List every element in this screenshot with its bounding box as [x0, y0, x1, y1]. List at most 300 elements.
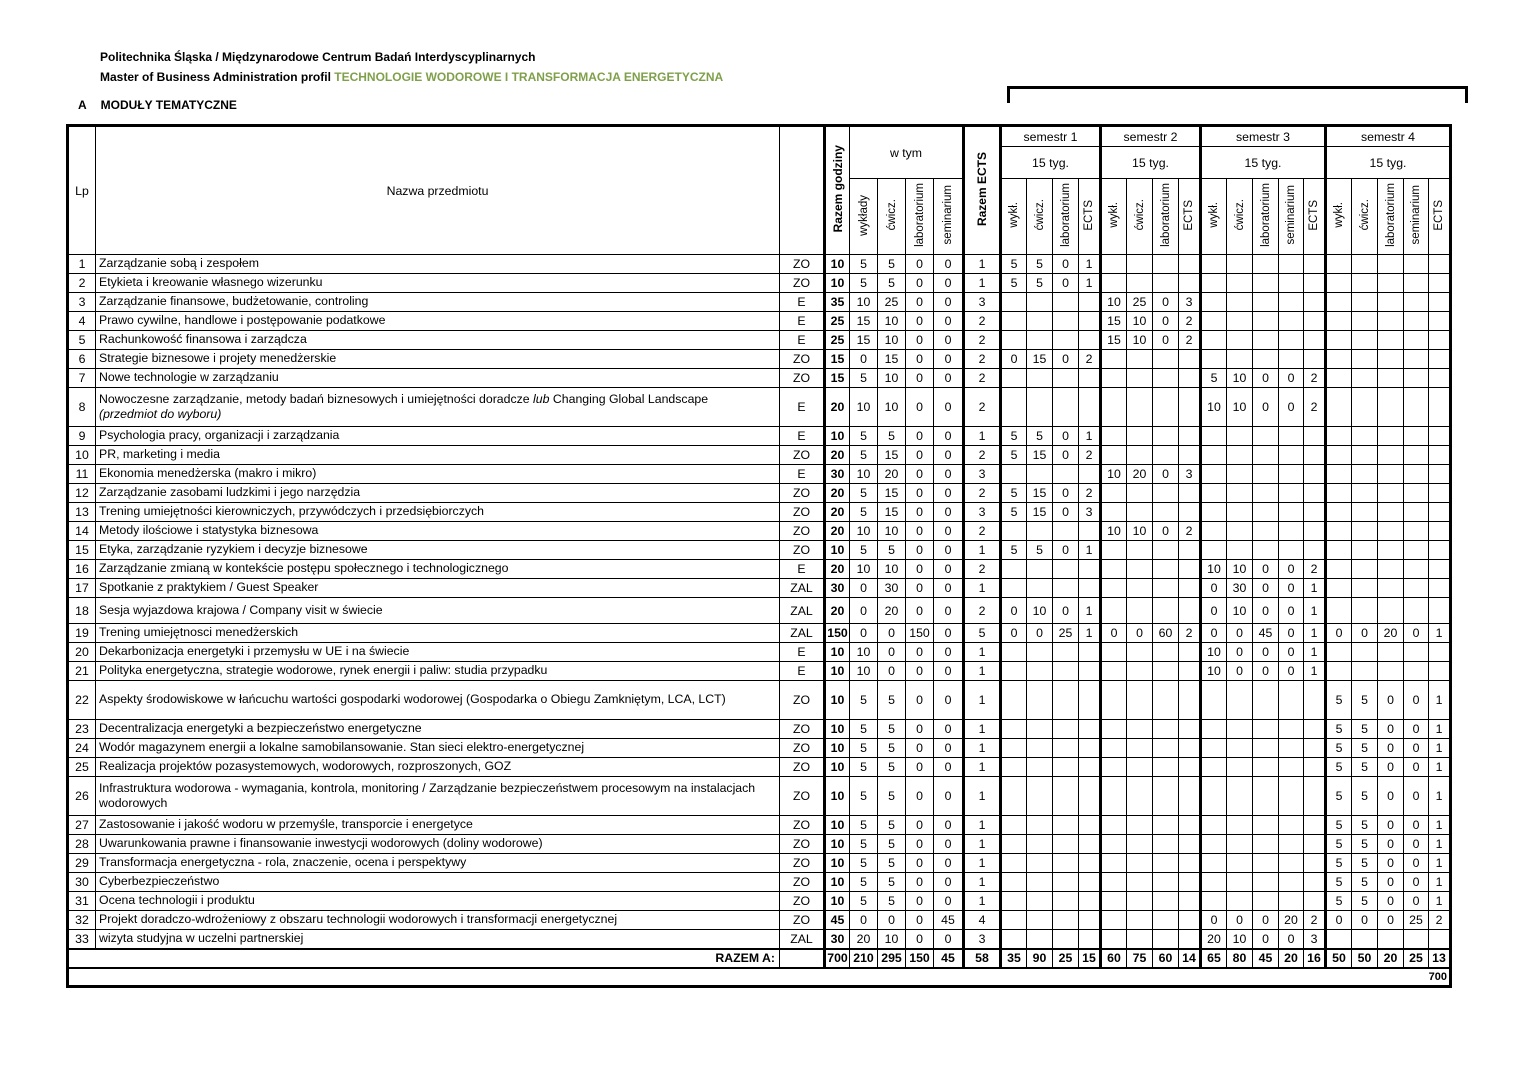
sem-cell	[1404, 465, 1429, 484]
sem-cell	[1027, 816, 1053, 835]
table-row	[68, 465, 1451, 484]
sem-cell: 3	[1179, 465, 1201, 484]
row-form: E	[780, 293, 825, 312]
row-hours: 35	[825, 293, 850, 312]
row-form: ZO	[780, 777, 825, 816]
table-row	[68, 369, 1451, 388]
row-ects: 1	[964, 892, 1001, 911]
sem-cell	[1429, 312, 1451, 331]
sem-cell: 0	[1378, 758, 1404, 777]
row-hours: 10	[825, 720, 850, 739]
sem-cell: 1	[1429, 720, 1451, 739]
sem-cell	[1279, 816, 1304, 835]
sem4-subcol: ECTS	[1429, 179, 1451, 255]
row-hours: 20	[825, 484, 850, 503]
sem-cell	[1001, 911, 1027, 930]
row-cwicz: 15	[878, 484, 906, 503]
row-name: Prawo cywilne, handlowe i postępowanie podatkowe	[96, 312, 780, 331]
sem-cell	[1179, 388, 1201, 427]
sem-cell: 2	[1079, 446, 1101, 465]
sem-cell: 0	[1253, 598, 1279, 624]
sem-cell: 0	[1253, 388, 1279, 427]
sem-cell	[1079, 331, 1101, 350]
sem-cell	[1429, 662, 1451, 681]
col-razem-ects: Razem ECTS	[964, 126, 1001, 255]
sem-cell: 1	[1429, 835, 1451, 854]
sem-cell	[1127, 643, 1153, 662]
sem-cell	[1027, 911, 1053, 930]
sem-cell: 1	[1304, 598, 1326, 624]
sem-cell	[1053, 854, 1079, 873]
sem-cell	[1279, 446, 1304, 465]
sem-cell	[1127, 662, 1153, 681]
sem-cell	[1352, 541, 1378, 560]
sem-cell	[1001, 369, 1027, 388]
row-ects: 1	[964, 854, 1001, 873]
row-wyklady: 5	[850, 503, 878, 522]
row-form: ZO	[780, 503, 825, 522]
sem-cell: 1	[1429, 624, 1451, 643]
row-cwicz: 5	[878, 854, 906, 873]
row-form: ZO	[780, 484, 825, 503]
sem-cell: 5	[1001, 484, 1027, 503]
sem1-subcol: ćwicz.	[1027, 179, 1053, 255]
row-hours: 20	[825, 522, 850, 541]
row-lab: 0	[906, 503, 934, 522]
row-form: ZO	[780, 369, 825, 388]
sem-cell: 0	[1279, 388, 1304, 427]
sem-cell: 2	[1079, 350, 1101, 369]
row-name: Zarządzanie sobą i zespołem	[96, 255, 780, 274]
row-lab: 0	[906, 643, 934, 662]
grand-total-row	[68, 968, 1451, 987]
table-row	[68, 331, 1451, 350]
sem-cell: 0	[1201, 579, 1227, 598]
row-ects: 1	[964, 758, 1001, 777]
sem-cell	[1279, 331, 1304, 350]
sem-cell	[1127, 446, 1153, 465]
sem-cell	[1179, 560, 1201, 579]
table-row	[68, 892, 1451, 911]
row-sem: 0	[934, 484, 964, 503]
sem4-subcol: laboratorium	[1378, 179, 1404, 255]
sem-cell	[1053, 911, 1079, 930]
sem-cell: 0	[1378, 720, 1404, 739]
sem-cell	[1304, 255, 1326, 274]
sem-cell: 0	[1279, 624, 1304, 643]
row-lab: 0	[906, 331, 934, 350]
sem-cell	[1201, 255, 1227, 274]
sem-cell	[1253, 681, 1279, 720]
row-lab: 0	[906, 598, 934, 624]
sem-cell	[1127, 369, 1153, 388]
sem-cell	[1378, 598, 1404, 624]
row-lab: 0	[906, 816, 934, 835]
row-hours: 10	[825, 892, 850, 911]
program-prefix: Master of Business Administration profil	[100, 70, 335, 84]
table-row	[68, 522, 1451, 541]
sem-cell	[1378, 541, 1404, 560]
sem-cell	[1053, 369, 1079, 388]
sem-cell	[1079, 720, 1101, 739]
sem-cell	[1179, 350, 1201, 369]
sem-cell: 0	[1227, 662, 1253, 681]
table-row	[68, 758, 1451, 777]
sem-cell: 5	[1326, 739, 1352, 758]
sem-cell	[1053, 873, 1079, 892]
row-name: PR, marketing i media	[96, 446, 780, 465]
sem-cell	[1127, 484, 1153, 503]
row-cwicz: 10	[878, 930, 906, 949]
sem-cell	[1027, 522, 1053, 541]
sem-cell	[1404, 427, 1429, 446]
sem-cell: 0	[1253, 662, 1279, 681]
sem-cell	[1429, 350, 1451, 369]
row-lp: 24	[68, 739, 96, 758]
row-sem: 0	[934, 643, 964, 662]
row-form: ZO	[780, 739, 825, 758]
row-cwicz: 10	[878, 522, 906, 541]
sem-cell	[1304, 816, 1326, 835]
sem-cell: 0	[1201, 598, 1227, 624]
sem-cell	[1079, 293, 1101, 312]
row-lab: 0	[906, 560, 934, 579]
row-form: ZO	[780, 350, 825, 369]
sem-cell: 14	[1179, 949, 1201, 968]
sem-cell: 0	[1404, 816, 1429, 835]
sem-cell: 0	[1404, 777, 1429, 816]
sem-cell	[1127, 560, 1153, 579]
sem-cell: 0	[1127, 624, 1153, 643]
sem-cell: 0	[1053, 484, 1079, 503]
sem-cell: 0	[1027, 624, 1053, 643]
sem-cell	[1153, 579, 1179, 598]
row-form: ZAL	[780, 598, 825, 624]
sem-cell	[1279, 293, 1304, 312]
sem-cell: 5	[1326, 854, 1352, 873]
row-form: ZO	[780, 758, 825, 777]
row-wyklady: 5	[850, 541, 878, 560]
sem2-subcol: ECTS	[1179, 179, 1201, 255]
row-sem: 0	[934, 312, 964, 331]
sem-cell	[1101, 835, 1127, 854]
sem-cell	[1304, 522, 1326, 541]
sem-cell	[1326, 541, 1352, 560]
table-row	[68, 930, 1451, 949]
sem-cell	[1352, 662, 1378, 681]
sem-cell	[1429, 427, 1451, 446]
sem-cell	[1201, 816, 1227, 835]
sem-cell	[1352, 331, 1378, 350]
sem-cell	[1378, 369, 1404, 388]
sem-cell	[1253, 777, 1279, 816]
sem-cell	[1253, 503, 1279, 522]
sem-cell	[1053, 835, 1079, 854]
sem-cell: 2	[1429, 911, 1451, 930]
table-row	[68, 388, 1451, 427]
row-lp: 3	[68, 293, 96, 312]
sem-cell	[1153, 503, 1179, 522]
sem-cell	[1127, 892, 1153, 911]
sem-cell	[1027, 892, 1053, 911]
sem-cell: 0	[1253, 579, 1279, 598]
row-form: E	[780, 560, 825, 579]
row-lab: 0	[906, 662, 934, 681]
sem-cell	[1179, 579, 1201, 598]
sem-cell	[1053, 560, 1079, 579]
sem-cell	[1352, 465, 1378, 484]
sem-cell	[1304, 892, 1326, 911]
sem-cell: 0	[1378, 873, 1404, 892]
sem-cell	[1404, 446, 1429, 465]
sem-cell: 15	[1027, 503, 1053, 522]
sem-cell	[1378, 312, 1404, 331]
sem-cell: 3	[1304, 930, 1326, 949]
sem-cell: 45	[1253, 624, 1279, 643]
sem-cell	[1079, 835, 1101, 854]
sem-cell	[1253, 331, 1279, 350]
grand-total: 700	[68, 968, 1451, 987]
sem-cell	[1326, 662, 1352, 681]
table-row	[68, 598, 1451, 624]
sem-cell	[1027, 739, 1053, 758]
sem-cell	[1352, 293, 1378, 312]
sem-cell	[1253, 446, 1279, 465]
row-lp: 20	[68, 643, 96, 662]
row-lp: 25	[68, 758, 96, 777]
row-sem: 0	[934, 930, 964, 949]
sem-cell	[1001, 758, 1027, 777]
row-ects: 2	[964, 312, 1001, 331]
sem-cell	[1378, 255, 1404, 274]
sem-cell: 5	[1352, 777, 1378, 816]
sem1-subcol: laboratorium	[1053, 179, 1079, 255]
row-cwicz: 10	[878, 331, 906, 350]
row-cwicz: 5	[878, 758, 906, 777]
row-lp: 14	[68, 522, 96, 541]
sem1-header: semestr 1	[1001, 126, 1101, 147]
row-cwicz: 0	[878, 911, 906, 930]
col-wyklady: wykłady	[850, 179, 878, 255]
sem-cell	[1101, 350, 1127, 369]
sem-cell	[1201, 312, 1227, 331]
sem-cell: 0	[1378, 892, 1404, 911]
sem-cell	[1227, 522, 1253, 541]
sem-cell	[1153, 681, 1179, 720]
sem-cell	[1404, 598, 1429, 624]
row-ects: 2	[964, 388, 1001, 427]
sem-cell	[1053, 681, 1079, 720]
sem-cell	[1378, 331, 1404, 350]
sem-cell	[1079, 758, 1101, 777]
row-hours: 10	[825, 255, 850, 274]
sem2-subcol: ćwicz.	[1127, 179, 1153, 255]
sem-cell: 90	[1027, 949, 1053, 968]
col-cwicz: ćwicz.	[878, 179, 906, 255]
row-hours: 10	[825, 873, 850, 892]
row-wyklady: 5	[850, 681, 878, 720]
sem-cell	[1429, 484, 1451, 503]
row-form: ZO	[780, 720, 825, 739]
sem-cell: 1	[1079, 427, 1101, 446]
sem-cell	[1404, 293, 1429, 312]
row-wyklady: 5	[850, 835, 878, 854]
sem-cell	[1027, 930, 1053, 949]
sem-cell	[1079, 911, 1101, 930]
sem-cell: 5	[1326, 720, 1352, 739]
sem-cell	[1429, 369, 1451, 388]
sem-cell: 2	[1179, 624, 1201, 643]
col-form	[780, 126, 825, 255]
row-ects: 2	[964, 484, 1001, 503]
sem-cell: 1	[1429, 739, 1451, 758]
sem-cell	[1101, 598, 1127, 624]
row-sem: 0	[934, 777, 964, 816]
sem-cell	[1378, 662, 1404, 681]
sem-cell: 0	[1153, 465, 1179, 484]
sem-cell	[1352, 598, 1378, 624]
row-hours: 10	[825, 854, 850, 873]
row-name: Uwarunkowania prawne i finansowanie inwestycji wodorowych (doliny wodorowe)	[96, 835, 780, 854]
row-ects: 3	[964, 503, 1001, 522]
row-lab: 0	[906, 446, 934, 465]
sem-cell	[1227, 312, 1253, 331]
sem-cell	[1101, 274, 1127, 293]
sem-cell: 0	[1352, 911, 1378, 930]
row-lab: 0	[906, 255, 934, 274]
row-wyklady: 0	[850, 579, 878, 598]
row-cwicz: 5	[878, 739, 906, 758]
row-form: ZO	[780, 854, 825, 873]
table-row	[68, 312, 1451, 331]
table-row	[68, 503, 1451, 522]
sem-cell: 5	[1326, 758, 1352, 777]
row-cwicz: 5	[878, 892, 906, 911]
sem-cell	[1429, 388, 1451, 427]
row-form: E	[780, 427, 825, 446]
row-name: Transformacja energetyczna - rola, znaczenie, ocena i perspektywy	[96, 854, 780, 873]
row-cwicz: 5	[878, 816, 906, 835]
sem-cell	[1153, 662, 1179, 681]
sem-cell: 10	[1227, 930, 1253, 949]
row-sem: 0	[934, 579, 964, 598]
total-ects: 58	[964, 949, 1001, 968]
sem-cell	[1326, 560, 1352, 579]
row-hours: 10	[825, 427, 850, 446]
col-total-hours: Razem godziny	[825, 126, 850, 255]
sem-cell	[1127, 777, 1153, 816]
sem-cell: 0	[1378, 681, 1404, 720]
total-wyklady: 210	[850, 949, 878, 968]
row-form: ZAL	[780, 624, 825, 643]
sem-cell	[1429, 446, 1451, 465]
sem-cell: 0	[1279, 579, 1304, 598]
row-name: Etyka, zarządzanie ryzykiem i decyzje biznesowe	[96, 541, 780, 560]
row-sem: 0	[934, 331, 964, 350]
sem-cell	[1101, 369, 1127, 388]
sem-cell	[1153, 427, 1179, 446]
sem-cell: 0	[1378, 911, 1404, 930]
row-ects: 1	[964, 816, 1001, 835]
sem-cell	[1201, 720, 1227, 739]
row-hours: 10	[825, 739, 850, 758]
row-cwicz: 5	[878, 274, 906, 293]
row-form: E	[780, 643, 825, 662]
sem-cell	[1079, 854, 1101, 873]
row-lp: 1	[68, 255, 96, 274]
row-lab: 0	[906, 739, 934, 758]
sem-cell	[1429, 522, 1451, 541]
sem-cell	[1101, 720, 1127, 739]
row-lp: 8	[68, 388, 96, 427]
sem-cell	[1326, 522, 1352, 541]
sem-cell	[1227, 350, 1253, 369]
sem-cell	[1027, 835, 1053, 854]
row-lab: 0	[906, 274, 934, 293]
sem-cell	[1227, 274, 1253, 293]
sem-cell	[1304, 484, 1326, 503]
sem-cell: 1	[1079, 624, 1101, 643]
row-hours: 15	[825, 350, 850, 369]
sem-cell	[1101, 892, 1127, 911]
col-lp: Lp	[68, 126, 96, 255]
table-row	[68, 739, 1451, 758]
sem-cell	[1153, 777, 1179, 816]
row-hours: 150	[825, 624, 850, 643]
sem-cell	[1352, 388, 1378, 427]
row-ects: 1	[964, 427, 1001, 446]
sem-cell: 0	[1404, 835, 1429, 854]
sem-cell: 0	[1326, 624, 1352, 643]
sem-cell	[1253, 484, 1279, 503]
sem-cell: 10	[1227, 369, 1253, 388]
sem-cell: 1	[1079, 255, 1101, 274]
sem-cell	[1279, 427, 1304, 446]
sem-cell	[1279, 255, 1304, 274]
sem-cell: 60	[1153, 624, 1179, 643]
sem-cell	[1101, 739, 1127, 758]
sem-cell: 45	[1253, 949, 1279, 968]
sem-cell	[1153, 643, 1179, 662]
row-wyklady: 5	[850, 739, 878, 758]
row-cwicz: 0	[878, 662, 906, 681]
row-lp: 5	[68, 331, 96, 350]
sem-cell	[1101, 427, 1127, 446]
row-cwicz: 5	[878, 427, 906, 446]
sem-cell	[1027, 388, 1053, 427]
sem-cell	[1352, 503, 1378, 522]
sem-cell: 2	[1304, 911, 1326, 930]
sem-cell	[1253, 350, 1279, 369]
sem-cell	[1027, 312, 1053, 331]
row-sem: 0	[934, 541, 964, 560]
sem-cell: 1	[1429, 681, 1451, 720]
sem-cell	[1179, 274, 1201, 293]
sem-cell	[1127, 930, 1153, 949]
sem-cell	[1378, 522, 1404, 541]
sem-cell	[1227, 465, 1253, 484]
sem3-subcol: wykł.	[1201, 179, 1227, 255]
sem-cell: 0	[1053, 255, 1079, 274]
row-name: Zarządzanie zasobami ludzkimi i jego narzędzia	[96, 484, 780, 503]
row-wyklady: 15	[850, 331, 878, 350]
sem-cell: 0	[1378, 816, 1404, 835]
table-row	[68, 873, 1451, 892]
sem-cell	[1253, 427, 1279, 446]
sem-cell	[1101, 643, 1127, 662]
sem-cell: 20	[1127, 465, 1153, 484]
sem-cell	[1201, 739, 1227, 758]
